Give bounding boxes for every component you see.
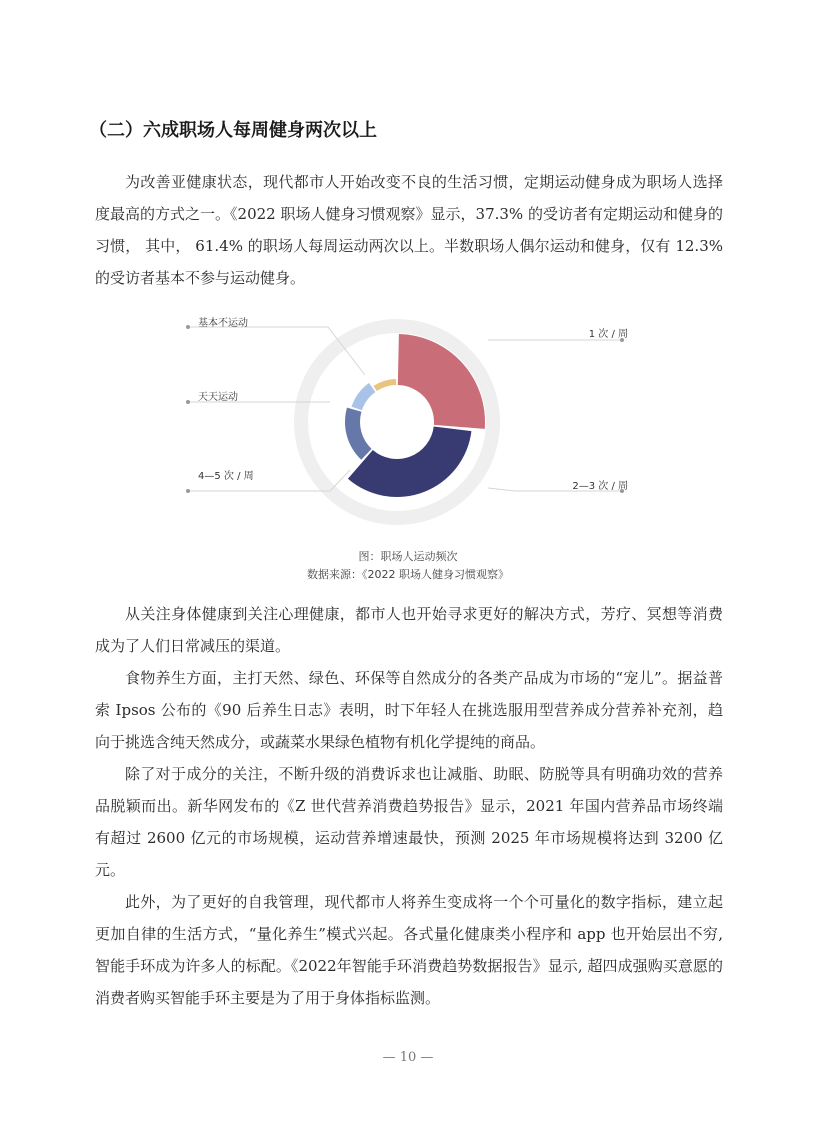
leader-daily-dot bbox=[186, 400, 190, 404]
paragraph-mental-health: 从关注身体健康到关注心理健康，都市人也开始寻求更好的解决方式，芳疗、冥想等消费成为了人们日常减压的渠道。 bbox=[95, 605, 723, 655]
label-four-five-weekly: 4—5 次 / 周 bbox=[198, 471, 254, 482]
page-number: — 10 — bbox=[382, 1050, 434, 1065]
section-heading: （二）六成职场人每周健身两次以上 bbox=[89, 120, 377, 141]
slice-two-three-weekly bbox=[348, 427, 472, 497]
slice-once-weekly bbox=[398, 334, 485, 429]
slice-four-five-weekly bbox=[345, 408, 372, 460]
slice-rarely bbox=[373, 379, 396, 391]
label-two-three-weekly: 2—3 次 / 周 bbox=[572, 481, 628, 492]
leader-four-five-weekly-dot bbox=[186, 489, 190, 493]
label-once-weekly: 1 次 / 周 bbox=[588, 329, 628, 340]
paragraph-nutrition-market: 除了对于成分的关注，不断升级的消费诉求也让减脂、助眠、防脱等具有明确功效的营养品脱颖而出。新华网发布的《Z 世代营养消费趋势报告》显示，2021 年国内营养品市场终端有超过 2600 亿元的市场规模，运动营养增速最快，预测 2025 年市场规模将达到 3200 亿元。 bbox=[95, 765, 723, 879]
slice-daily bbox=[351, 383, 375, 410]
paragraph-quantified-health: 此外，为了更好的自我管理，现代都市人将养生变成将一个个可量化的数字指标，建立起更加自律的生活方式，“量化养生”模式兴起。各式量化健康类小程序和 app 也开始层出不穷, 智能手环成为许多人的标配。《2022年智能手环消费趋势数据报告》显示, 超四成强购买意愿的消费者购买智能手环主要是为了用于身体指标监测。 bbox=[95, 893, 723, 1007]
donut-svg bbox=[170, 305, 650, 545]
label-rarely: 基本不运动 bbox=[198, 318, 248, 329]
exercise-frequency-donut-chart bbox=[170, 305, 650, 545]
label-daily: 天天运动 bbox=[198, 392, 238, 403]
paragraph-food-wellness: 食物养生方面，主打天然、绿色、环保等自然成分的各类产品成为市场的“宠儿”。据益普索 Ipsos 公布的《90 后养生日志》表明，时下年轻人在挑选服用型营养成分营养补充剂，趋向于挑选含纯天然成分，或蔬菜水果绿色植物有机化学提纯的商品。 bbox=[95, 669, 723, 751]
paragraph-fitness-habits: 为改善亚健康状态，现代都市人开始改变不良的生活习惯，定期运动健身成为职场人选择度最高的方式之一。《2022 职场人健身习惯观察》显示，37.3% 的受访者有定期运动和健身的习惯， 其中， 61.4% 的职场人每周运动两次以上。半数职场人偶尔运动和健身，仅有 12.3% 的受访者基本不参与运动健身。 bbox=[95, 173, 723, 287]
figure-caption: 图：职场人运动频次 bbox=[358, 550, 458, 563]
leader-rarely-dot bbox=[186, 325, 190, 329]
figure-source: 数据来源：《2022 职场人健身习惯观察》 bbox=[307, 568, 509, 581]
